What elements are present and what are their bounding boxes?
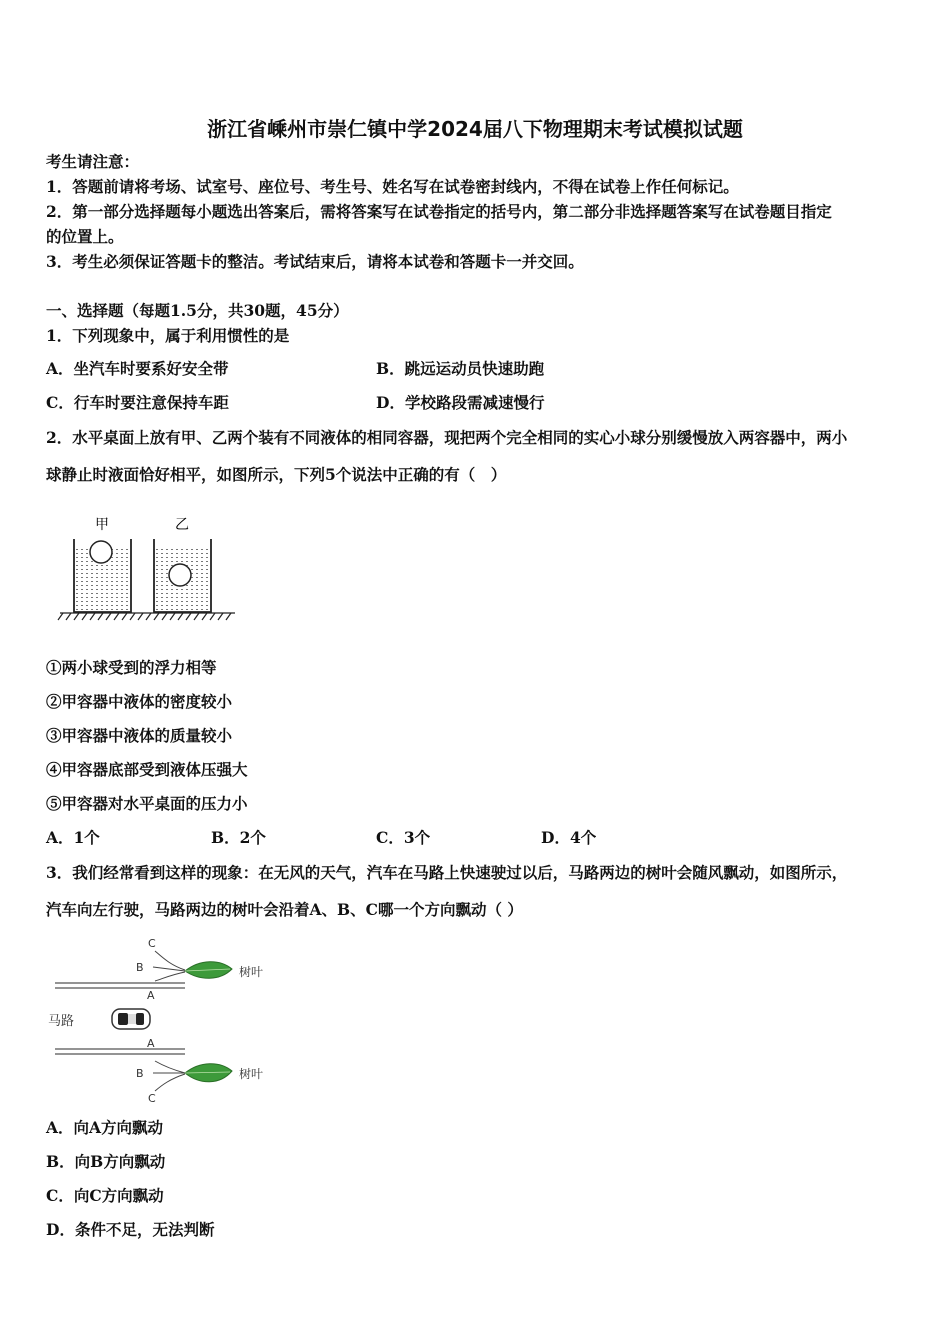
top-leaf-icon <box>185 962 232 979</box>
bottom-leaf-label: 树叶 <box>239 1067 264 1081</box>
section-heading: 一、选择题（每题1.5分，共30题，45分） <box>46 301 349 320</box>
table-surface <box>58 613 235 620</box>
bottom-leaf-icon <box>185 1064 232 1082</box>
container-yi <box>154 539 211 612</box>
q1-option-c: C．行车时要注意保持车距 <box>46 393 229 412</box>
q2-option-a: A．1个 <box>46 828 100 847</box>
label-yi: 乙 <box>175 517 189 533</box>
q1-option-a: A．坐汽车时要系好安全带 <box>46 359 229 378</box>
q2-statement-1: ①两小球受到的浮力相等 <box>46 658 217 677</box>
page-title: 浙江省嵊州市崇仁镇中学2024届八下物理期末考试模拟试题 <box>207 117 743 141</box>
top-airflow-arrows <box>153 951 185 981</box>
notice-item-2: 2．第一部分选择题每小题选出答案后，需将答案写在试卷指定的括号内，第二部分非选择题答案写在试卷题目指定 <box>46 202 832 221</box>
notice-heading: 考生请注意： <box>46 152 140 171</box>
q3-stem-line1: 3．我们经常看到这样的现象：在无风的天气，汽车在马路上快速驶过以后，马路两边的树叶会随风飘动，如图所示， <box>46 863 848 882</box>
q3-road-figure <box>40 935 280 1107</box>
top-leaf-label: 树叶 <box>239 965 264 979</box>
q1-option-d: D．学校路段需减速慢行 <box>376 393 545 412</box>
q2-containers-figure <box>55 512 240 624</box>
q2-option-c: C．3个 <box>376 828 431 847</box>
q2-stem-line1: 2．水平桌面上放有甲、乙两个装有不同液体的相同容器，现把两个完全相同的实心小球分别缓慢放入两容器中，两小 <box>46 428 848 447</box>
q2-option-b: B．2个 <box>211 828 266 847</box>
top-dir-a: A <box>147 989 155 1002</box>
bottom-dir-a: A <box>147 1037 155 1050</box>
road-label: 马路 <box>48 1014 75 1029</box>
notice-item-1: 1．答题前请将考场、试室号、座位号、考生号、姓名写在试卷密封线内，不得在试卷上作任何标记。 <box>46 177 739 196</box>
q2-statement-2: ②甲容器中液体的密度较小 <box>46 692 233 711</box>
road-edge-bottom <box>55 1049 185 1054</box>
q2-statement-3: ③甲容器中液体的质量较小 <box>46 726 233 745</box>
q2-option-d: D．4个 <box>541 828 597 847</box>
q3-option-d: D．条件不足，无法判断 <box>46 1220 215 1239</box>
road-edge-top <box>55 983 185 988</box>
q3-option-c: C．向C方向飘动 <box>46 1186 164 1205</box>
q3-option-a: A．向A方向飘动 <box>46 1118 164 1137</box>
q2-statement-5: ⑤甲容器对水平桌面的压力小 <box>46 794 248 813</box>
q3-option-b: B．向B方向飘动 <box>46 1152 166 1171</box>
bottom-airflow-arrows <box>153 1061 185 1091</box>
label-jia: 甲 <box>95 517 109 533</box>
top-dir-c: C <box>148 937 156 950</box>
q2-statement-4: ④甲容器底部受到液体压强大 <box>46 760 248 779</box>
car-icon <box>112 1009 150 1029</box>
ball-yi <box>169 564 191 586</box>
ball-jia <box>90 541 112 563</box>
q2-stem-line2: 球静止时液面恰好相平，如图所示，下列5个说法中正确的有（ ） <box>46 465 507 484</box>
notice-item-3: 3．考生必须保证答题卡的整洁。考试结束后，请将本试卷和答题卡一并交回。 <box>46 252 584 271</box>
bottom-dir-c: C <box>148 1092 156 1105</box>
q1-stem: 1．下列现象中，属于利用惯性的是 <box>46 326 290 345</box>
top-dir-b: B <box>136 961 144 974</box>
bottom-dir-b: B <box>136 1067 144 1080</box>
q1-option-b: B．跳远运动员快速助跑 <box>376 359 545 378</box>
q3-stem-line2: 汽车向左行驶，马路两边的树叶会沿着A、B、C哪一个方向飘动（ ） <box>46 900 523 919</box>
container-jia <box>74 539 131 612</box>
notice-item-2-cont: 的位置上。 <box>46 227 124 246</box>
